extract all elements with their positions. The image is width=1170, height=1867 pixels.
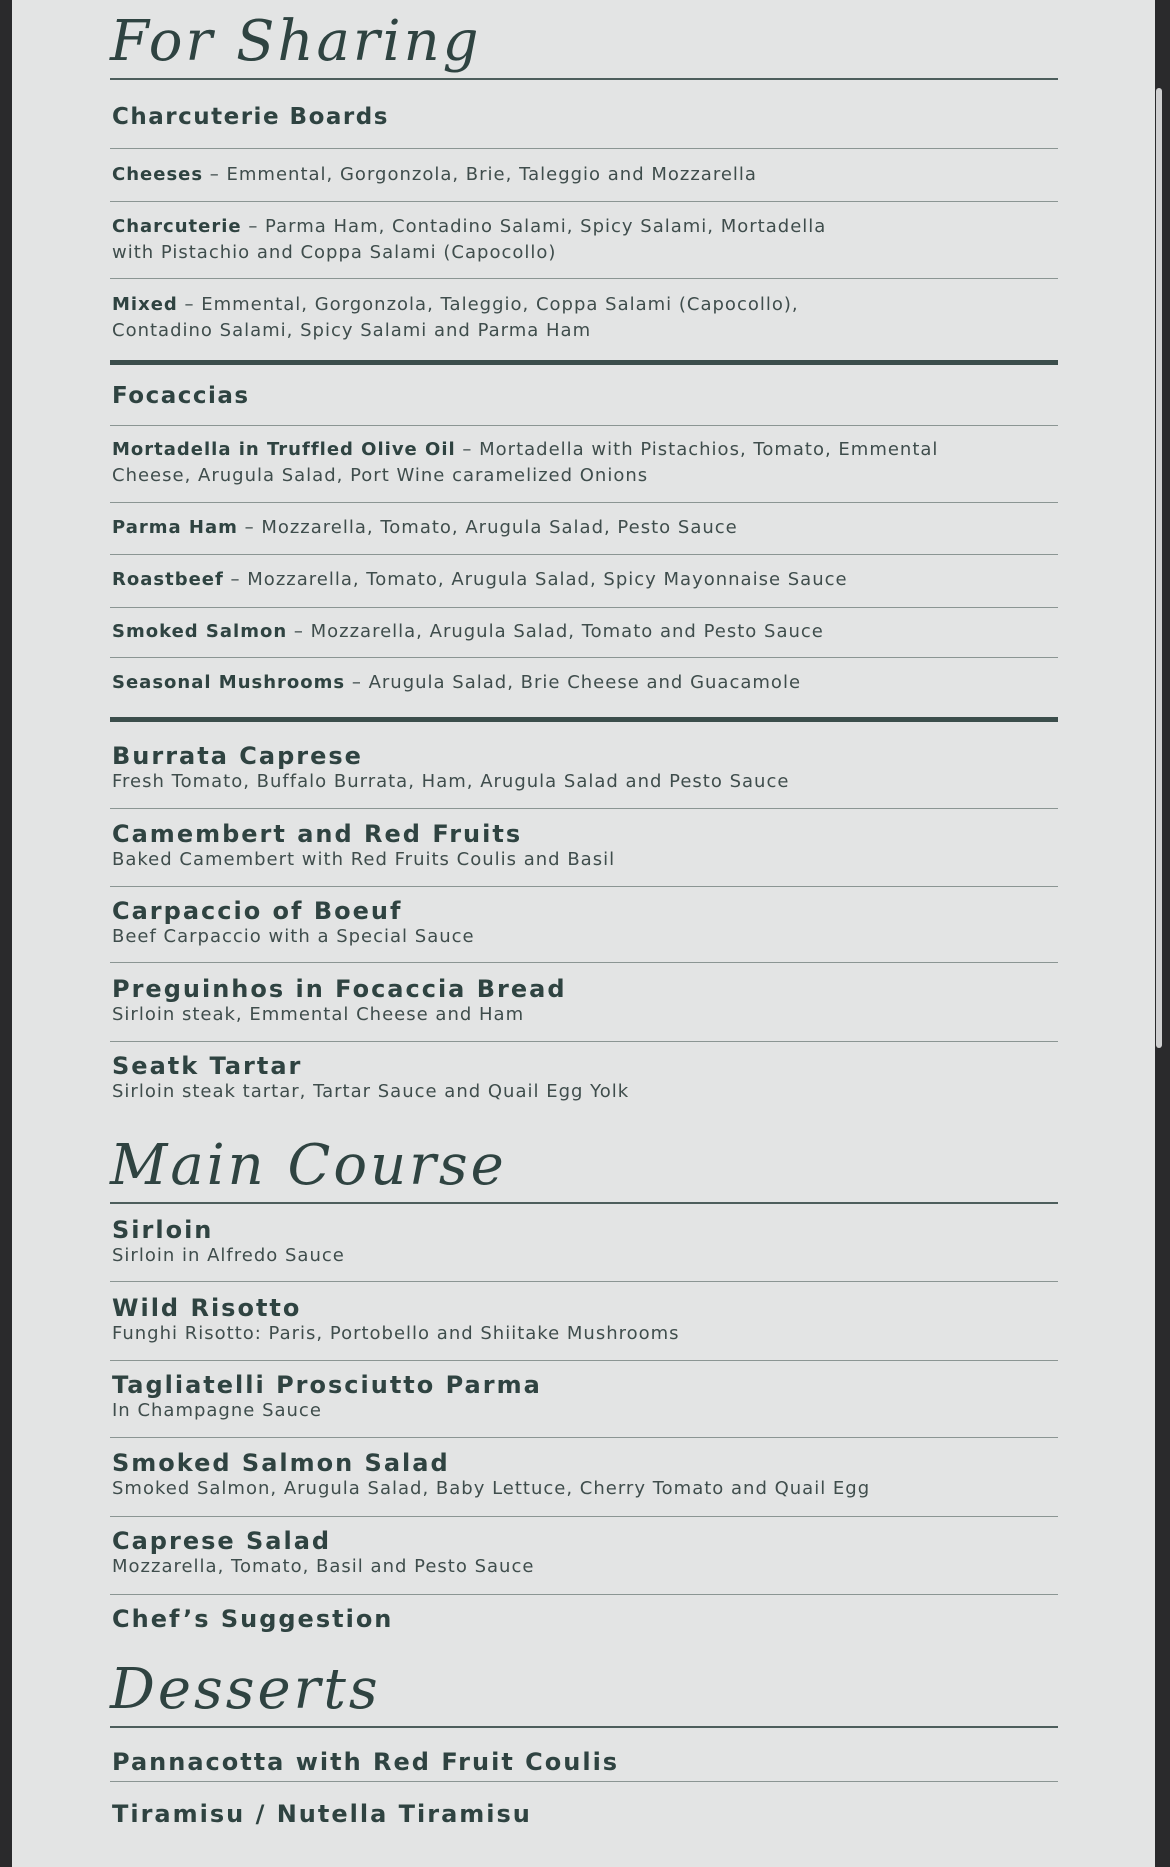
item-desc: – Mortadella with Pistachios, Tomato, Emmental (455, 439, 939, 460)
divider (110, 607, 1058, 608)
divider (110, 1516, 1058, 1517)
list-item (110, 162, 1062, 188)
dish-name: Chef’s Suggestion (112, 1605, 394, 1633)
item-desc: – Mozzarella, Tomato, Arugula Salad, Pesto Sauce (237, 517, 738, 538)
divider (110, 962, 1058, 963)
dish-name: Camembert and Red Fruits (112, 820, 523, 848)
list-item (110, 437, 1062, 489)
item-name: Cheeses (112, 164, 204, 185)
section-title-for-sharing: For Sharing (110, 14, 1058, 80)
dish-name: Preguinhos in Focaccia Bread (112, 975, 567, 1003)
charcuterie-boards-title: Charcuterie Boards (112, 104, 389, 130)
focaccias-title: Focaccias (112, 383, 250, 409)
dish-desc: In Champagne Sauce (112, 1400, 322, 1421)
dish-name: Tiramisu / Nutella Tiramisu (112, 1800, 532, 1828)
section-title-main-course: Main Course (110, 1138, 1058, 1204)
divider (110, 148, 1058, 149)
dish-desc: Smoked Salmon, Arugula Salad, Baby Lettuce, Cherry Tomato and Quail Egg (112, 1478, 871, 1499)
list-item (110, 670, 1062, 696)
item-name: Parma Ham (112, 517, 238, 538)
dish (110, 1052, 1058, 1104)
dish-desc: Mozzarella, Tomato, Basil and Pesto Sauce (112, 1556, 535, 1577)
dish (110, 1449, 1058, 1501)
dish (110, 820, 1058, 872)
section-divider (110, 360, 1058, 365)
item-desc-cont: Contadino Salami, Spicy Salami and Parma Ham (112, 320, 592, 341)
dish (110, 897, 1058, 949)
dish (110, 1371, 1058, 1423)
divider (110, 657, 1058, 658)
scrollbar-thumb[interactable] (1156, 88, 1162, 1048)
item-name: Smoked Salmon (112, 621, 288, 642)
divider (110, 1594, 1058, 1595)
dish (110, 1294, 1058, 1346)
divider (110, 1281, 1058, 1282)
section-title-desserts: Desserts (110, 1662, 1058, 1728)
dish-desc: Fresh Tomato, Buffalo Burrata, Ham, Arugula Salad and Pesto Sauce (112, 771, 790, 792)
item-name: Seasonal Mushrooms (112, 672, 346, 693)
dish (110, 975, 1058, 1027)
divider (110, 502, 1058, 503)
list-item (110, 292, 1062, 344)
item-desc: – Emmental, Gorgonzola, Taleggio, Coppa Salami (Capocollo), (177, 294, 799, 315)
dish-name: Smoked Salmon Salad (112, 1449, 450, 1477)
item-desc: – Mozzarella, Arugula Salad, Tomato and Pesto Sauce (287, 621, 824, 642)
divider (110, 1041, 1058, 1042)
dish (110, 1216, 1058, 1268)
divider (110, 278, 1058, 279)
dish-name: Burrata Caprese (112, 742, 363, 770)
list-item (110, 567, 1062, 593)
item-desc-cont: with Pistachio and Coppa Salami (Capocollo) (112, 242, 557, 263)
dish (110, 742, 1058, 794)
dish-desc: Sirloin steak tartar, Tartar Sauce and Quail Egg Yolk (112, 1081, 630, 1102)
section-divider (110, 717, 1058, 722)
item-desc: – Arugula Salad, Brie Cheese and Guacamole (345, 672, 802, 693)
item-desc: – Parma Ham, Contadino Salami, Spicy Salami, Mortadella (241, 216, 827, 237)
dish-name: Carpaccio of Boeuf (112, 897, 403, 925)
dish (110, 1605, 1058, 1633)
divider (110, 425, 1058, 426)
item-name: Mixed (112, 294, 178, 315)
list-item (110, 515, 1062, 541)
divider (110, 201, 1058, 202)
divider (110, 1437, 1058, 1438)
dish (110, 1527, 1058, 1579)
dish (110, 1748, 1058, 1776)
list-item (110, 619, 1062, 645)
divider (110, 554, 1058, 555)
dish-name: Tagliatelli Prosciutto Parma (112, 1371, 542, 1399)
dish-desc: Funghi Risotto: Paris, Portobello and Shiitake Mushrooms (112, 1323, 680, 1344)
dish (110, 1800, 1058, 1828)
dish-name: Seatk Tartar (112, 1052, 303, 1080)
dish-name: Caprese Salad (112, 1527, 332, 1555)
dish-desc: Sirloin in Alfredo Sauce (112, 1245, 345, 1266)
dish-desc: Sirloin steak, Emmental Cheese and Ham (112, 1004, 525, 1025)
divider (110, 886, 1058, 887)
dish-name: Sirloin (112, 1216, 214, 1244)
dish-desc: Baked Camembert with Red Fruits Coulis and Basil (112, 849, 616, 870)
item-desc-cont: Cheese, Arugula Salad, Port Wine caramelized Onions (112, 465, 649, 486)
item-name: Charcuterie (112, 216, 242, 237)
divider (110, 808, 1058, 809)
divider (110, 1781, 1058, 1782)
dish-desc: Beef Carpaccio with a Special Sauce (112, 926, 475, 947)
item-desc: – Mozzarella, Tomato, Arugula Salad, Spicy Mayonnaise Sauce (223, 569, 848, 590)
item-desc: – Emmental, Gorgonzola, Brie, Taleggio and Mozzarella (203, 164, 757, 185)
dish-name: Pannacotta with Red Fruit Coulis (112, 1748, 620, 1776)
divider (110, 1360, 1058, 1361)
dish-name: Wild Risotto (112, 1294, 302, 1322)
list-item (110, 214, 1062, 266)
item-name: Roastbeef (112, 569, 224, 590)
item-name: Mortadella in Truffled Olive Oil (112, 439, 456, 460)
